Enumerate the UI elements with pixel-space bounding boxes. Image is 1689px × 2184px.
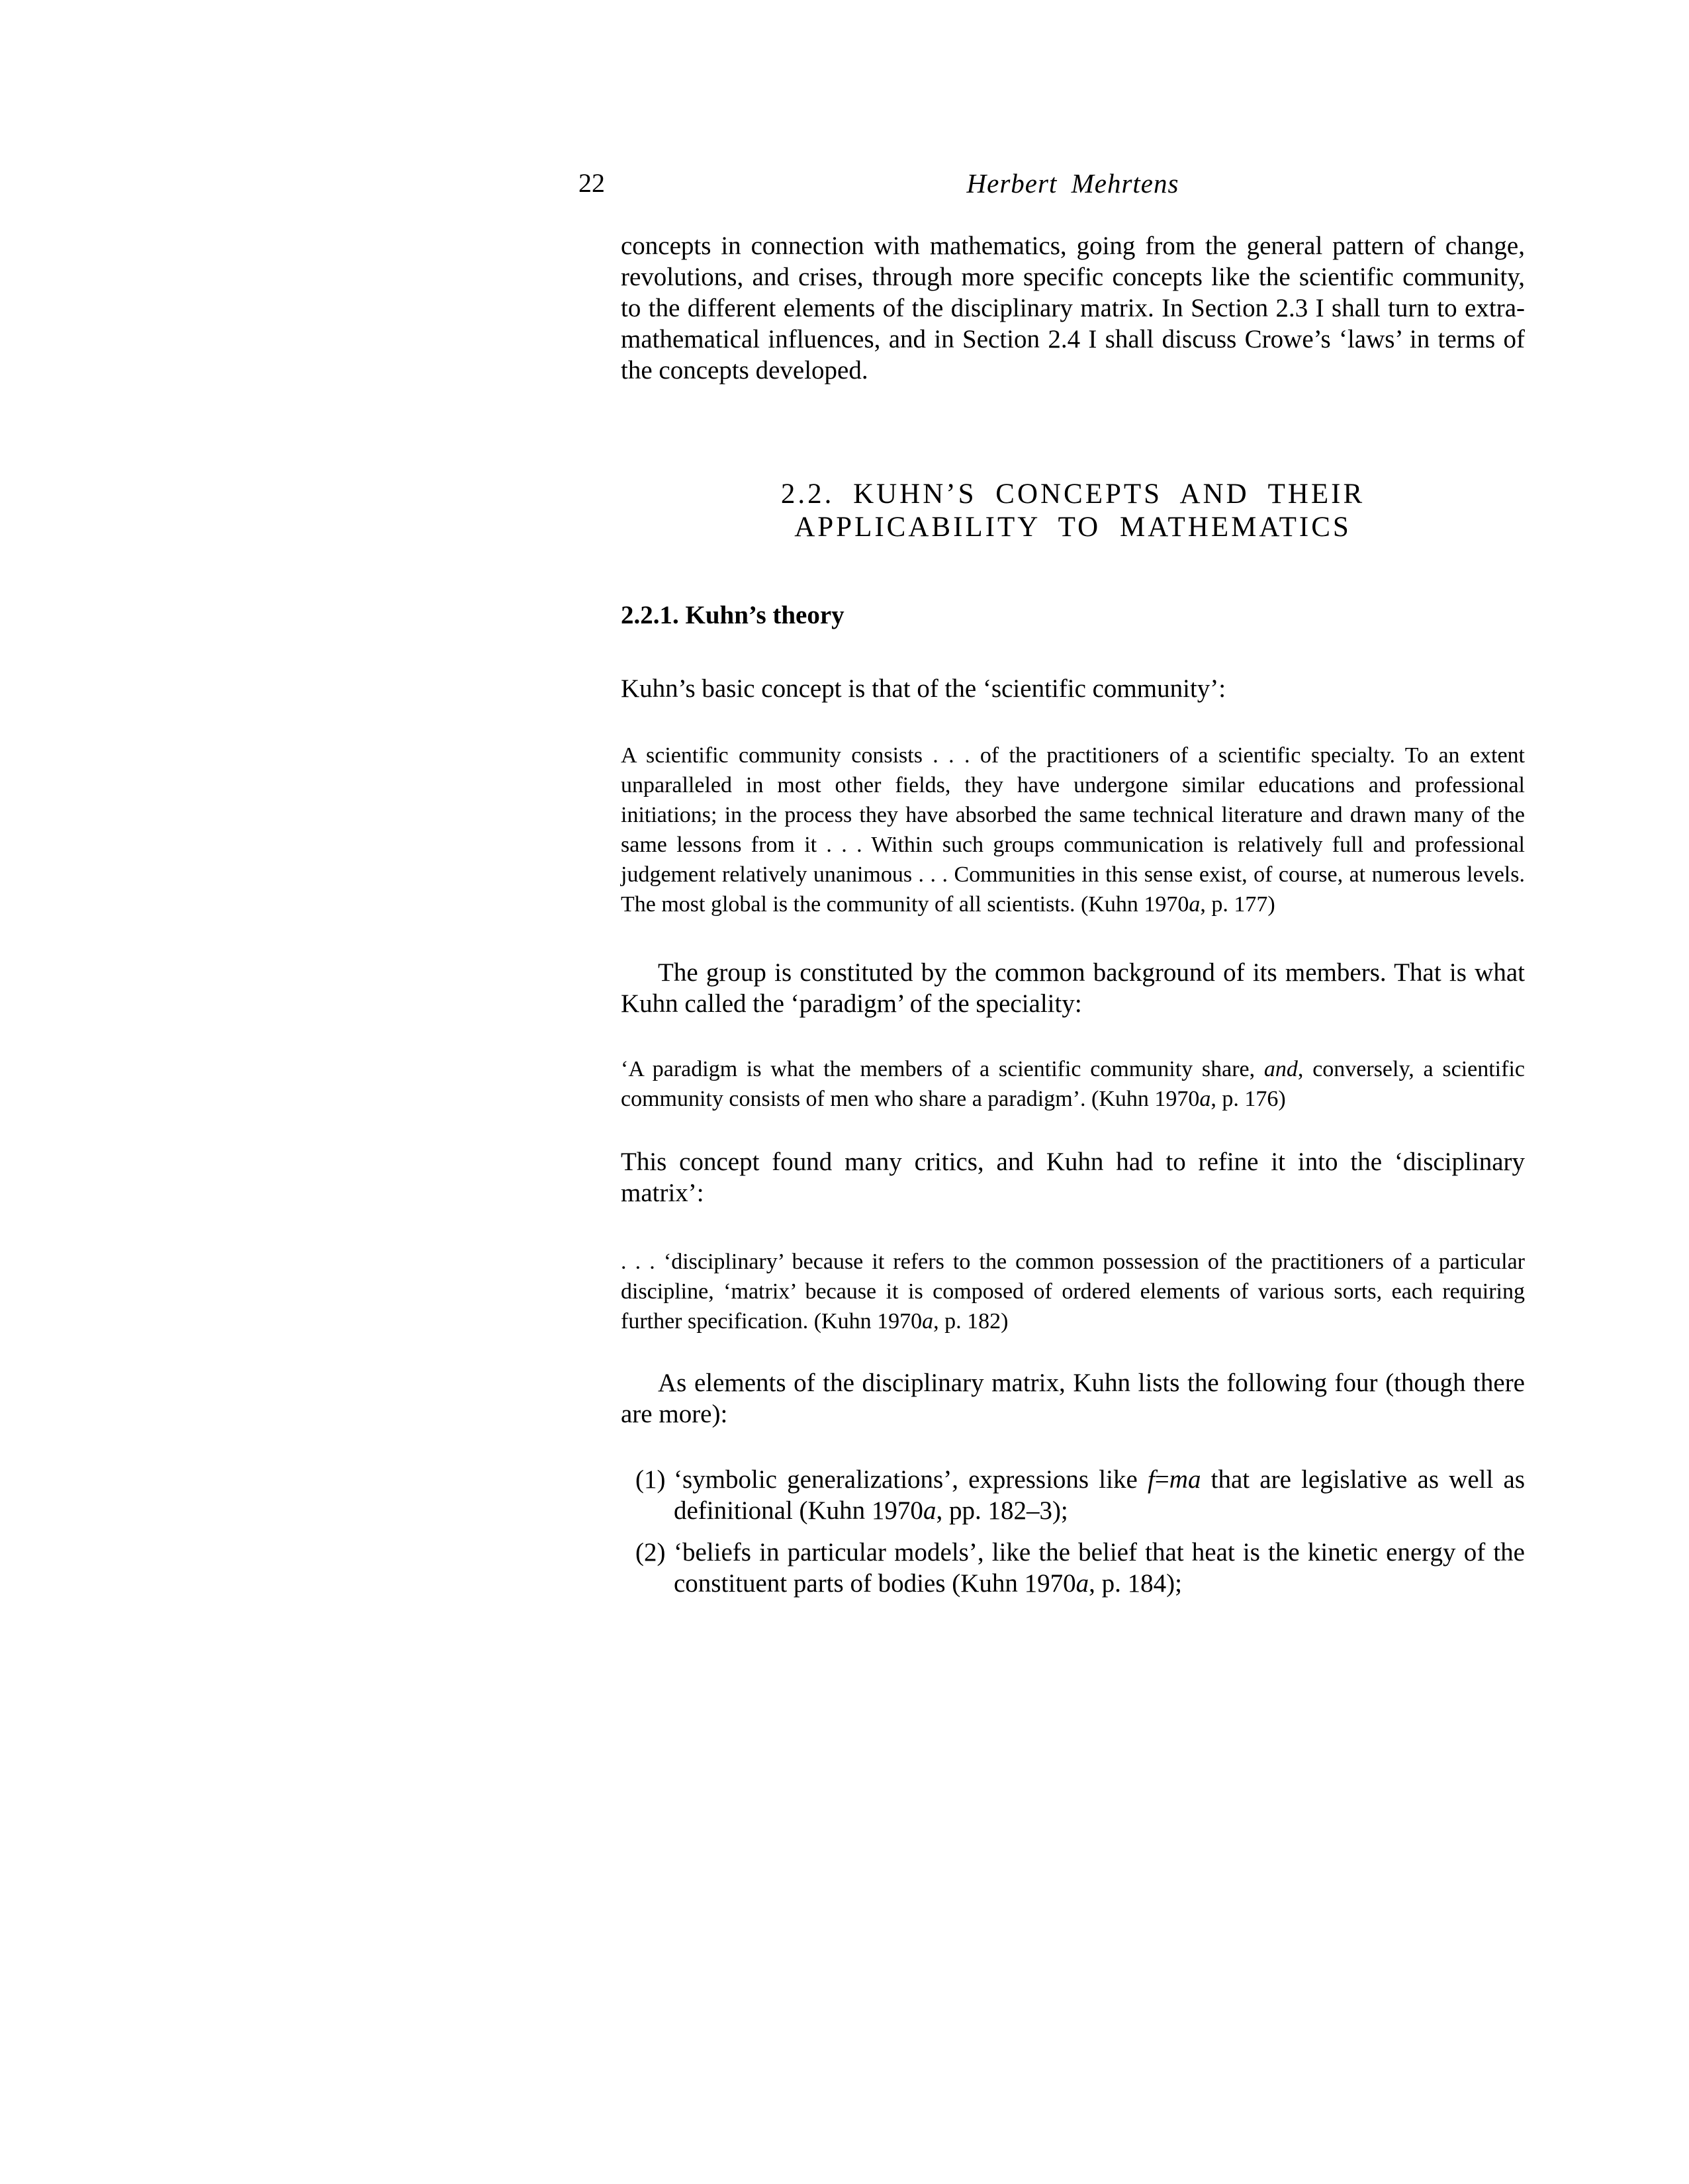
blockquote-scientific-community: A scientific community consists . . . of the practitioners of a scientific specialty. To an extent unparalleled in most other fields, they have undergone similar educations and professional initiations; in the process they have absorbed the same technical literature and drawn many of the same lessons from it . . . Within such groups communication is relatively full and professional judgement relatively unanimous . . . Communities in this sense exist, of course, at numerous levels. The most global is the community of all scientists. (Kuhn 1970a, p. 177) xyxy=(621,743,1525,917)
running-header xyxy=(578,167,1525,200)
paragraph-critics: This concept found many critics, and Kuhn had to refine it into the ‘disciplinary matrix’: xyxy=(621,1148,1525,1207)
section-heading xyxy=(621,478,1525,544)
paragraph-kuhn-basic: Kuhn’s basic concept is that of the ‘scientific community’: xyxy=(621,674,1226,703)
list-item-1-marker: (1) xyxy=(635,1465,666,1494)
paragraph-the-group: The group is constituted by the common background of its members. That is what Kuhn called the ‘paradigm’ of the speciality: xyxy=(621,958,1525,1018)
running-head-author: Herbert Mehrtens xyxy=(966,168,1179,199)
list-item-2-marker: (2) xyxy=(635,1538,666,1567)
blockquote-paradigm: ‘A paradigm is what the members of a scientific community share, and, conversely, a scientific community consists of men who share a paradigm’. (Kuhn 1970a, p. 176) xyxy=(621,1057,1525,1111)
text-column xyxy=(578,167,1525,1610)
page-number: 22 xyxy=(578,168,605,198)
paragraph-elements: As elements of the disciplinary matrix, Kuhn lists the following four (though there are more): xyxy=(621,1369,1525,1428)
disciplinary-matrix-list xyxy=(635,1464,1525,1599)
list-item-2 xyxy=(635,1537,1525,1599)
subsection-heading: 2.2.1. Kuhn’s theory xyxy=(621,601,844,629)
blockquote-disciplinary-matrix: . . . ‘disciplinary’ because it refers to the common possession of the practitioners of a particular discipline, ‘matrix’ because it is composed of ordered elements of various sorts, each requiring further specification. (Kuhn 1970a, p. 182) xyxy=(621,1250,1525,1334)
section-heading-line-1: 2.2. KUHN’S CONCEPTS AND THEIR xyxy=(780,478,1365,510)
paragraph-intro: concepts in connection with mathematics, going from the general pattern of change, revolutions, and crises, through more specific concepts like the scientific community, to the different elements of the disciplinary matrix. In Section 2.3 I shall turn to extra-mathematical influences, and in Section 2.4 I shall discuss Crowe’s ‘laws’ in terms of the concepts developed. xyxy=(621,232,1525,385)
section-heading-line-2: APPLICABILITY TO MATHEMATICS xyxy=(794,512,1351,543)
list-item-1 xyxy=(635,1464,1525,1526)
list-item-2-text: ‘beliefs in particular models’, like the belief that heat is the kinetic energy of the constituent parts of bodies (Kuhn 1970a, p. 184); xyxy=(674,1538,1525,1598)
list-item-1-text: ‘symbolic generalizations’, expressions like f=ma that are legislative as well as definitional (Kuhn 1970a, pp. 182–3); xyxy=(674,1465,1525,1525)
